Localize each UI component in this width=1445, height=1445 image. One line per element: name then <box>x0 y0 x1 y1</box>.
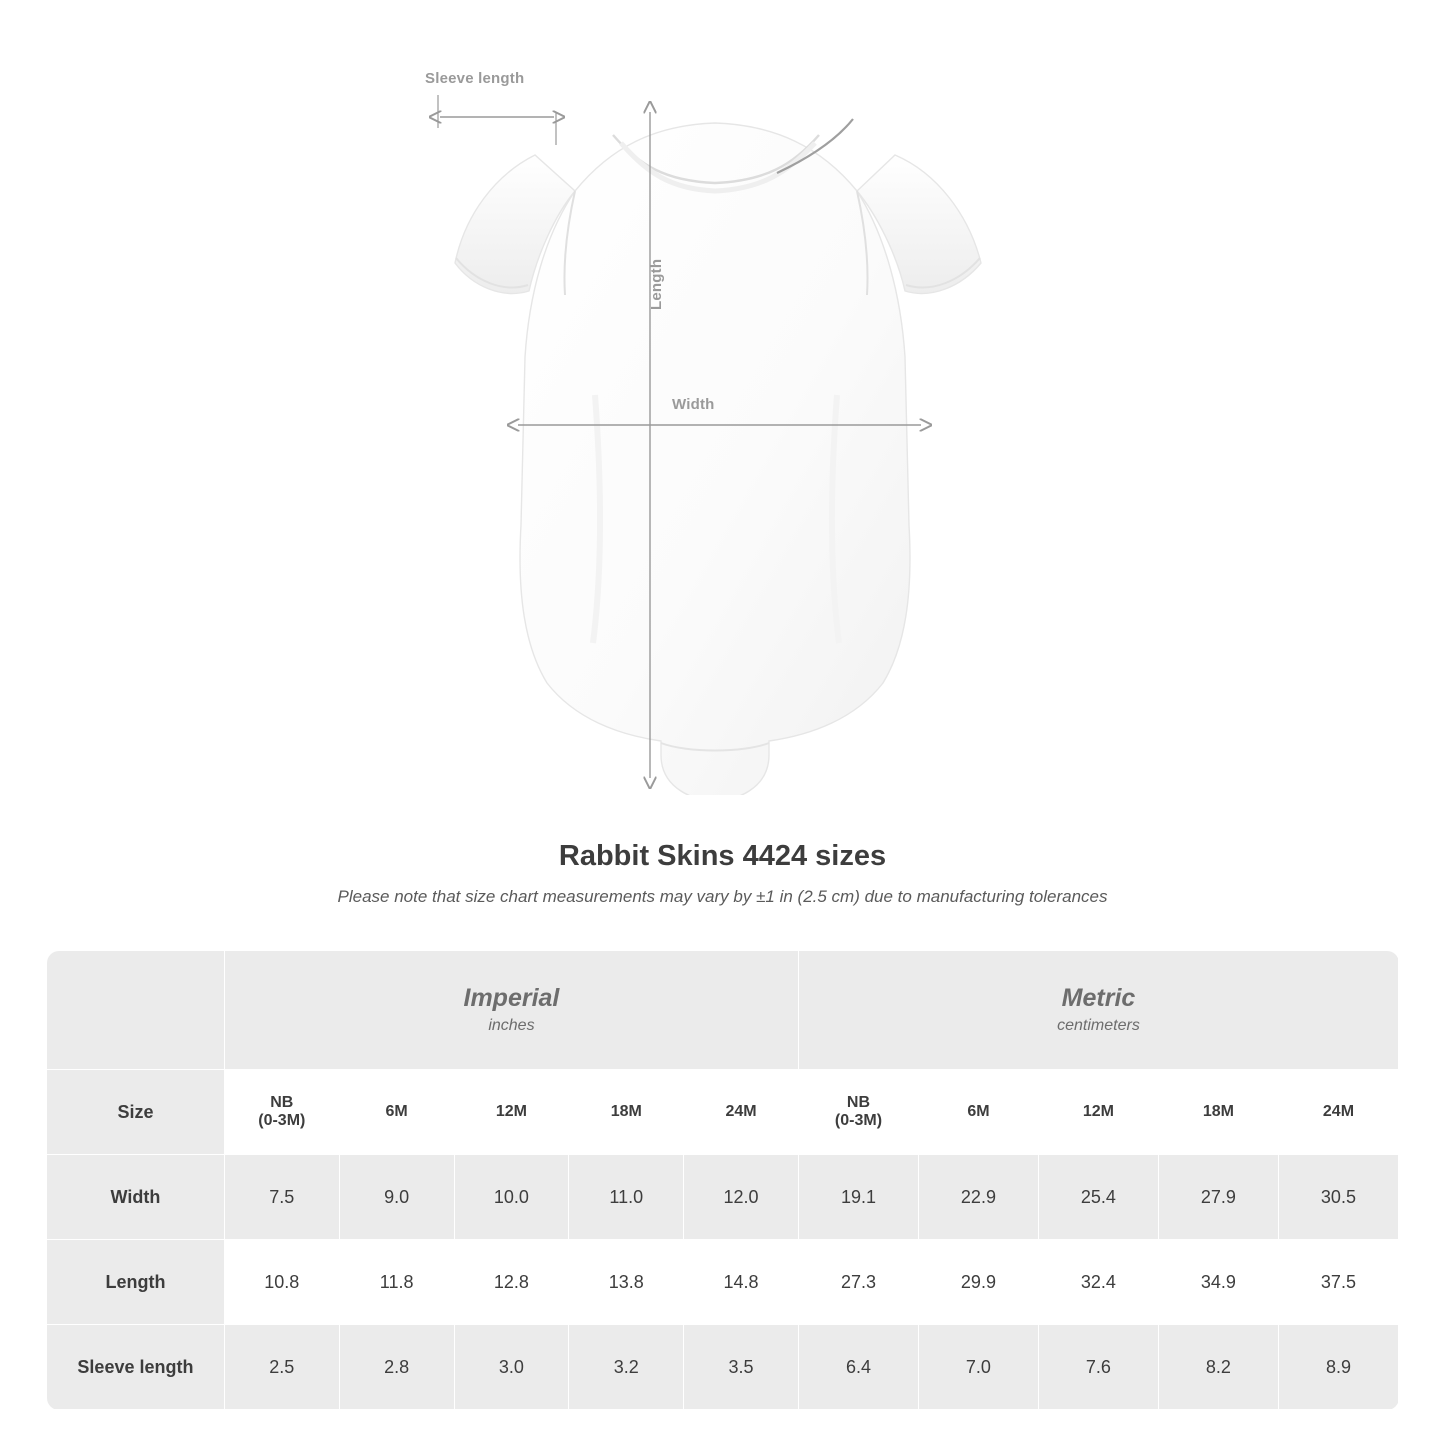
cell-width-metric-24m: 30.5 <box>1278 1155 1398 1240</box>
table-row <box>47 1155 1399 1240</box>
cell-width-imperial-18m: 11.0 <box>569 1155 684 1240</box>
cell-length-metric-nb: 27.3 <box>798 1240 918 1325</box>
cell-sleeve-imperial-18m: 3.2 <box>569 1325 684 1410</box>
cell-sleeve-metric-6m: 7.0 <box>918 1325 1038 1410</box>
unit-header-spacer <box>47 951 225 1070</box>
table-row <box>47 1240 1399 1325</box>
size-label-line2: (0-3M) <box>834 1112 883 1129</box>
cell-sleeve-imperial-24m: 3.5 <box>684 1325 799 1410</box>
cell-length-metric-18m: 34.9 <box>1158 1240 1278 1325</box>
cell-length-imperial-6m: 11.8 <box>339 1240 454 1325</box>
cell-length-metric-24m: 37.5 <box>1278 1240 1398 1325</box>
length-label: Length <box>648 258 665 310</box>
size-header-row <box>47 1070 1399 1155</box>
cell-sleeve-imperial-nb: 2.5 <box>224 1325 339 1410</box>
size-header-cell: Size <box>47 1070 225 1155</box>
cell-sleeve-metric-18m: 8.2 <box>1158 1325 1278 1410</box>
unit-header-imperial <box>224 951 798 1070</box>
cell-length-metric-12m: 32.4 <box>1038 1240 1158 1325</box>
unit-header-metric <box>798 951 1398 1070</box>
size-col-imperial-nb <box>224 1070 339 1155</box>
size-col-imperial-24m: 24M <box>684 1070 799 1155</box>
unit-sub-metric: centimeters <box>1057 1017 1140 1035</box>
cell-length-imperial-nb: 10.8 <box>224 1240 339 1325</box>
cell-sleeve-metric-24m: 8.9 <box>1278 1325 1398 1410</box>
cell-width-metric-nb: 19.1 <box>798 1155 918 1240</box>
size-col-imperial-18m: 18M <box>569 1070 684 1155</box>
title-block <box>0 840 1445 907</box>
cell-sleeve-imperial-12m: 3.0 <box>454 1325 569 1410</box>
row-label-sleeve-length: Sleeve length <box>47 1325 225 1410</box>
cell-length-metric-6m: 29.9 <box>918 1240 1038 1325</box>
row-label-length: Length <box>47 1240 225 1325</box>
row-label-width: Width <box>47 1155 225 1240</box>
width-label: Width <box>672 396 715 413</box>
cell-length-imperial-24m: 14.8 <box>684 1240 799 1325</box>
cell-width-imperial-24m: 12.0 <box>684 1155 799 1240</box>
cell-width-metric-6m: 22.9 <box>918 1155 1038 1240</box>
size-col-imperial-12m: 12M <box>454 1070 569 1155</box>
unit-sub-imperial: inches <box>488 1017 535 1035</box>
size-col-imperial-6m: 6M <box>339 1070 454 1155</box>
size-col-metric-24m: 24M <box>1278 1070 1398 1155</box>
page-title: Rabbit Skins 4424 sizes <box>558 840 887 872</box>
size-label-line2: (0-3M) <box>258 1112 306 1129</box>
tolerance-note: Please note that size chart measurements may vary by ±1 in (2.5 cm) due to manufacturing tolerances <box>337 887 1108 906</box>
cell-width-imperial-nb: 7.5 <box>224 1155 339 1240</box>
size-col-metric-nb <box>798 1070 918 1155</box>
cell-sleeve-imperial-6m: 2.8 <box>339 1325 454 1410</box>
unit-name-metric: Metric <box>1061 983 1136 1012</box>
cell-sleeve-metric-12m: 7.6 <box>1038 1325 1158 1410</box>
cell-width-metric-18m: 27.9 <box>1158 1155 1278 1240</box>
size-label-line1: NB <box>270 1094 294 1111</box>
cell-width-imperial-12m: 10.0 <box>454 1155 569 1240</box>
size-table-wrapper <box>46 950 1399 1410</box>
cell-length-imperial-18m: 13.8 <box>569 1240 684 1325</box>
size-col-metric-18m: 18M <box>1158 1070 1278 1155</box>
cell-width-metric-12m: 25.4 <box>1038 1155 1158 1240</box>
size-col-metric-12m: 12M <box>1038 1070 1158 1155</box>
cell-sleeve-metric-nb: 6.4 <box>798 1325 918 1410</box>
size-label-line1: NB <box>846 1094 871 1111</box>
cell-length-imperial-12m: 12.8 <box>454 1240 569 1325</box>
unit-header-row <box>47 951 1399 1070</box>
size-table <box>46 950 1399 1410</box>
cell-width-imperial-6m: 9.0 <box>339 1155 454 1240</box>
sleeve-length-label: Sleeve length <box>425 70 525 87</box>
table-row <box>47 1325 1399 1410</box>
size-col-metric-6m: 6M <box>918 1070 1038 1155</box>
unit-name-imperial: Imperial <box>463 983 560 1012</box>
